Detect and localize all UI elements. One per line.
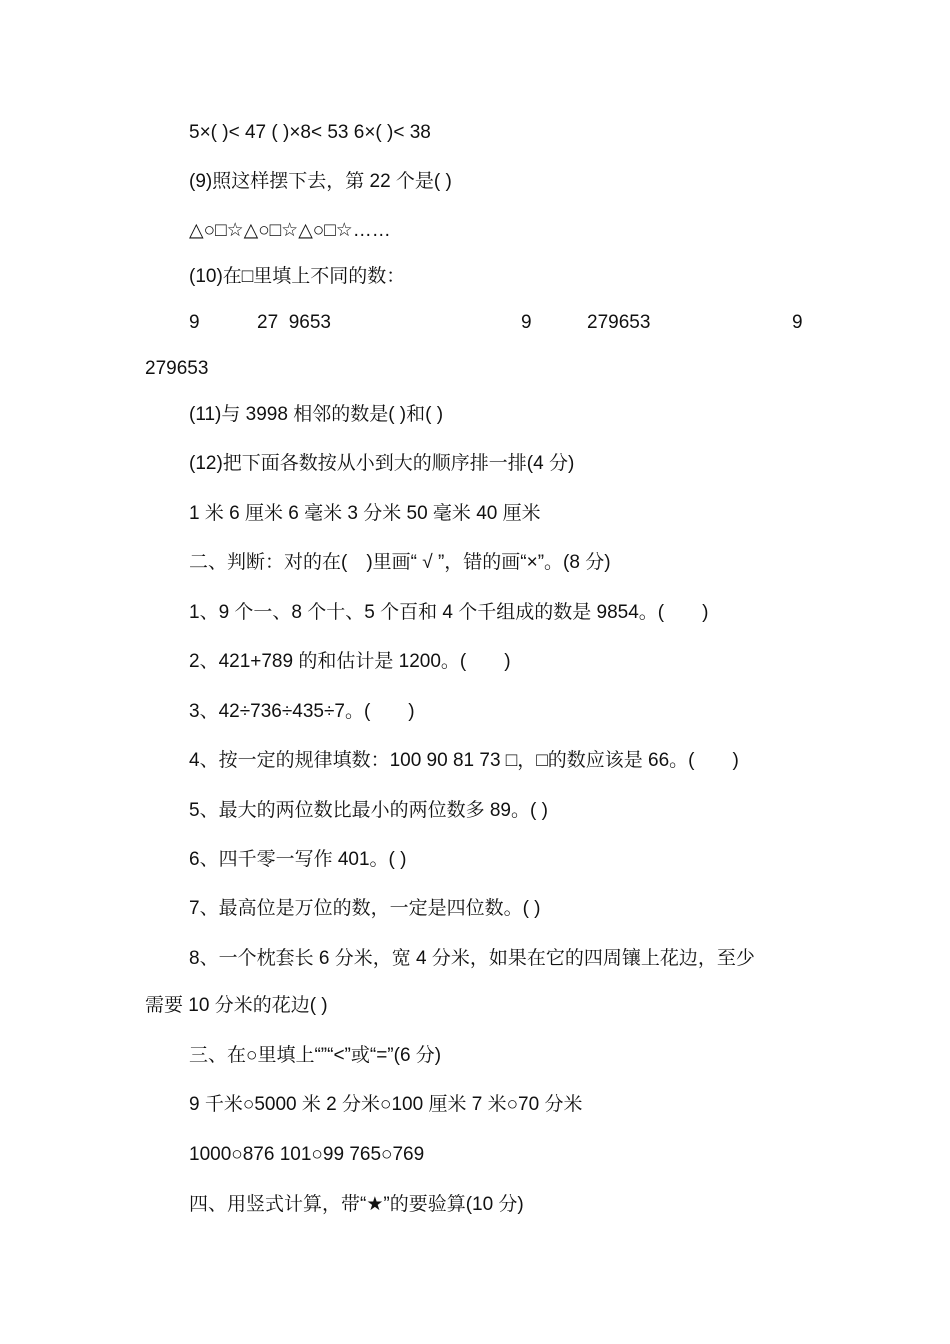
judge-item-5: 5、最大的两位数比最小的两位数多 89。( ): [189, 800, 548, 821]
judge-item-8-wrap: 需要 10 分米的花边( ): [145, 995, 328, 1016]
compare-row-2: 1000○876 101○99 765○769: [189, 1144, 425, 1165]
q12-ordering-instruction: (12)把下面各数按从小到大的顺序排一排(4 分): [189, 453, 575, 474]
judge-item-1: 1、9 个一、8 个十、5 个百和 4 个千组成的数是 9854。( ): [189, 602, 709, 623]
section-4-heading: 四、用竖式计算，带“★”的要验算(10 分): [189, 1194, 524, 1215]
q10-number-wrap: 279653: [145, 358, 209, 379]
compare-row-1: 9 千米○5000 米 2 分米○100 厘米 7 米○70 分米: [189, 1094, 583, 1115]
judge-item-2: 2、421+789 的和估计是 1200。( ): [189, 651, 511, 672]
judge-item-3: 3、42÷736÷435÷7。( ): [189, 701, 415, 722]
q10-digit-a: 9: [189, 312, 200, 333]
q10-number-b: 27 9653: [257, 312, 331, 333]
judge-item-6: 6、四千零一写作 401。( ): [189, 849, 407, 870]
q12-lengths-list: 1 米 6 厘米 6 毫米 3 分米 50 毫米 40 厘米: [189, 503, 541, 524]
q9-pattern-question: (9)照这样摆下去，第 22 个是( ): [189, 171, 452, 192]
q10-digit-e: 9: [792, 312, 803, 333]
q11-adjacent-numbers: (11)与 3998 相邻的数是( )和( ): [189, 404, 444, 425]
section-3-heading: 三、在○里填上“”“<”或“=”(6 分): [189, 1045, 442, 1066]
judge-item-7: 7、最高位是万位的数，一定是四位数。( ): [189, 898, 541, 919]
judge-item-8: 8、一个枕套长 6 分米，宽 4 分米，如果在它的四周镶上花边，至少: [189, 948, 755, 969]
section-2-heading: 二、判断：对的在( )里画“ √ ”，错的画“×”。(8 分): [189, 552, 611, 573]
q10-number-d: 279653: [587, 312, 651, 333]
q9-shape-sequence: △○□☆△○□☆△○□☆……: [189, 220, 391, 241]
q10-digit-c: 9: [521, 312, 532, 333]
judge-item-4: 4、按一定的规律填数：100 90 81 73 □，□的数应该是 66。( ): [189, 750, 739, 771]
q10-instruction: (10)在□里填上不同的数：: [189, 266, 406, 287]
q8-inequalities: 5×( )< 47 ( )×8< 53 6×( )< 38: [189, 122, 431, 143]
